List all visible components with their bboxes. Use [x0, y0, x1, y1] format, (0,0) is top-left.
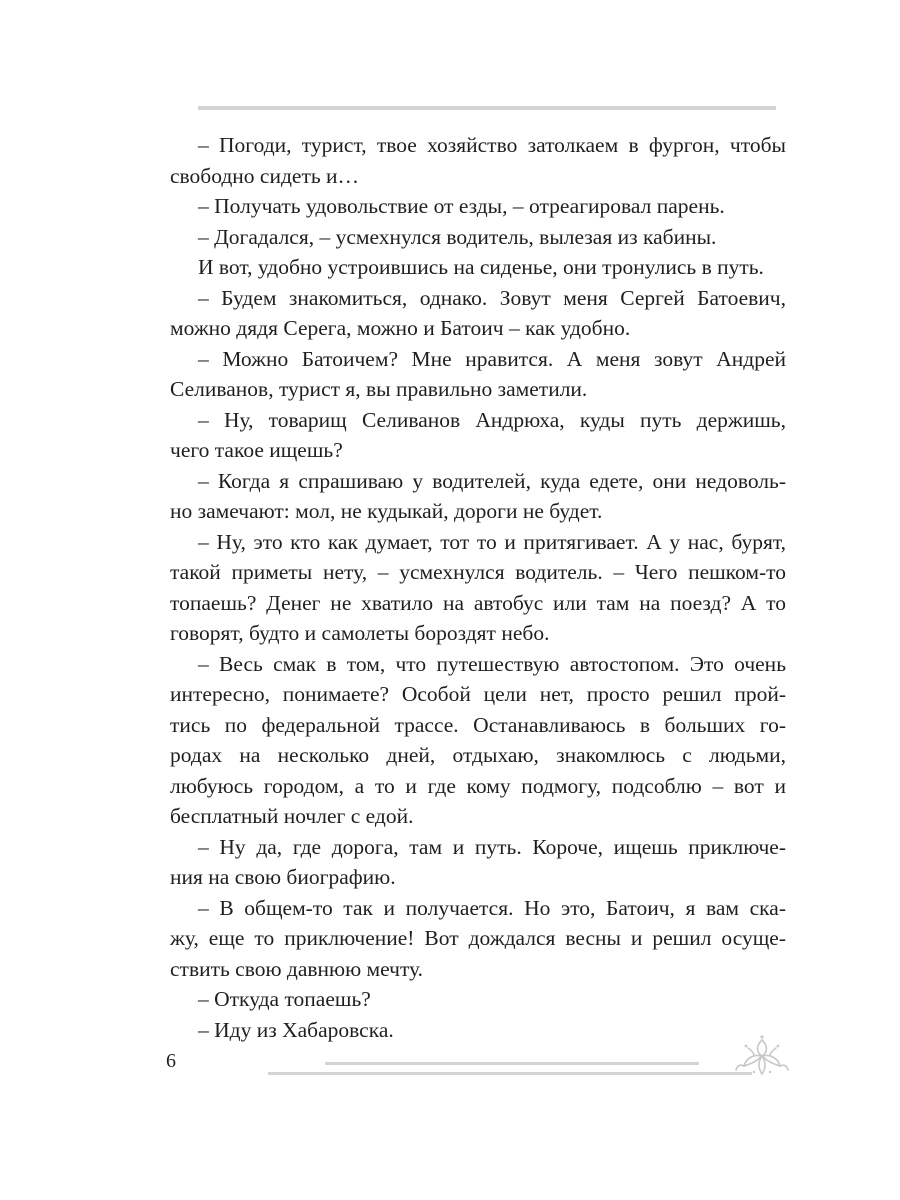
- footer-divider-lower: [268, 1072, 752, 1075]
- text-line: – Откуда топаешь?: [198, 987, 371, 1011]
- text-line: – Когда я спрашиваю у водителей, куда едете, они недоволь-: [198, 468, 786, 493]
- text-line: – Погоди, турист, твое хозяйство затолкаем в фургон, чтобы: [198, 133, 786, 157]
- text-line: – Весь смак в том, что путешествую автостопом. Это очень: [198, 651, 786, 676]
- text-line: чего такое ищешь?: [170, 438, 343, 462]
- footer-divider-upper: [325, 1062, 699, 1065]
- text-line: можно дядя Серега, можно и Батоич – как удобно.: [170, 316, 631, 340]
- text-line: жу, еще то приключение! Вот дождался весны и решил осуще-: [170, 926, 786, 950]
- text-line: тись по федеральной трассе. Останавливаюсь в больших го-: [170, 712, 786, 737]
- text-line: бесплатный ночлег с едой.: [170, 804, 414, 828]
- text-line: – Догадался, – усмехнулся водитель, вылезая из кабины.: [198, 224, 717, 249]
- text-line: топаешь? Денег не хватило на автобус или там на поезд? А то: [170, 590, 786, 615]
- body-text: [170, 130, 786, 1045]
- text-line: – Ну, товарищ Селиванов Андрюха, куды путь держишь,: [198, 407, 786, 432]
- text-line: – Ну, это кто как думает, тот то и притягивает. А у нас, бурят,: [198, 529, 786, 554]
- text-line: говорят, будто и самолеты бороздят небо.: [170, 621, 550, 645]
- text-line: – Ну да, где дорога, там и путь. Короче, ищешь приключе-: [198, 834, 786, 859]
- text-line: – Можно Батоичем? Мне нравится. А меня зовут Андрей: [198, 346, 786, 371]
- text-line: – Получать удовольствие от езды, – отреагировал парень.: [198, 194, 725, 218]
- header-divider: [198, 106, 776, 110]
- text-line: – Будем знакомиться, однако. Зовут меня Сергей Батоевич,: [198, 285, 786, 310]
- text-line: – В общем-то так и получается. Но это, Батоич, я вам ска-: [198, 895, 786, 920]
- text-line: ствить свою давнюю мечту.: [170, 956, 424, 981]
- text-line: – Иду из Хабаровска.: [198, 1017, 394, 1042]
- text-line: любуюсь городом, а то и где кому подмогу, подсоблю – вот и: [170, 773, 786, 798]
- text-line: интересно, понимаете? Особой цели нет, просто решил прой-: [170, 682, 786, 706]
- text-line: такой приметы нету, – усмехнулся водитель. – Чего пешком-то: [170, 560, 786, 584]
- text-line: Селиванов, турист я, вы правильно заметили.: [170, 377, 588, 401]
- floral-ornament-icon: [734, 1034, 790, 1078]
- text-line: родах на несколько дней, отдыхаю, знакомлюсь с людьми,: [170, 743, 786, 767]
- text-line: но замечают: мол, не кудыкай, дороги не будет.: [170, 499, 603, 523]
- text-line: ния на свою биографию.: [170, 865, 396, 889]
- page-number: 6: [166, 1050, 176, 1072]
- text-line: свободно сидеть и…: [170, 163, 360, 188]
- text-line: И вот, удобно устроившись на сиденье, они тронулись в путь.: [198, 255, 764, 279]
